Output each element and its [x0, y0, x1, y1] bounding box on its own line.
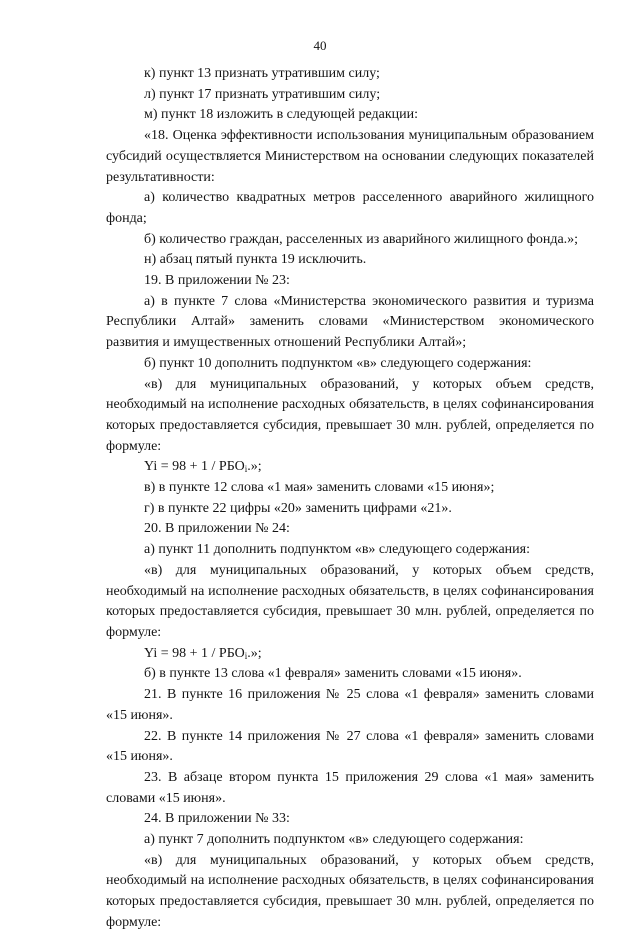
formula-main: Yi = 98 + 1 / РБО: [144, 645, 245, 661]
paragraph: «в) для муниципальных образований, у которых объем средств, необходимый на исполнение расходных обязательств, в целях софинансирования которых предоставляется субсидия, превышает 30 млн. рублей, определяется по формуле:: [106, 562, 594, 640]
formula: [106, 644, 594, 665]
paragraph: а) пункт 11 дополнить подпунктом «в» следующего содержания:: [144, 542, 530, 558]
paragraph: 20. В приложении № 24:: [144, 521, 290, 537]
paragraph: 22. В пункте 14 приложения № 27 слова «1 февраля» заменить словами «15 июня».: [106, 728, 594, 765]
paragraph: г) в пункте 22 цифры «20» заменить цифрами «21».: [144, 500, 452, 516]
paragraph: а) количество квадратных метров расселенного аварийного жилищного фонда;: [106, 190, 594, 226]
paragraph: «в) для муниципальных образований, у которых объем средств, необходимый на исполнение расходных обязательств, в целях софинансирования которых предоставляется субсидия, превышает 30 млн. рублей, определяется по формуле:: [106, 376, 594, 454]
paragraph: л) пункт 17 признать утратившим силу;: [144, 86, 381, 102]
paragraph: б) в пункте 13 слова «1 февраля» заменить словами «15 июня».: [144, 666, 522, 682]
formula-subscript: i: [244, 464, 248, 475]
page-number: 40: [313, 38, 327, 53]
formula-main: Yi = 98 + 1 / РБО: [144, 459, 245, 475]
paragraph: 21. В пункте 16 приложения № 25 слова «1 февраля» заменить словами «15 июня».: [106, 687, 594, 723]
paragraph: «18. Оценка эффективности использования муниципальным образованием субсидий осуществляется Министерством на основании следующих показателей результативности:: [106, 128, 594, 185]
paragraph: м) пункт 18 изложить в следующей редакции:: [144, 107, 419, 123]
paragraph: б) количество граждан, расселенных из аварийного жилищного фонда.»;: [144, 231, 579, 247]
paragraph: в) в пункте 12 слова «1 мая» заменить словами «15 июня»;: [144, 480, 495, 496]
paragraph: «в) для муниципальных образований, у которых объем средств, необходимый на исполнение расходных обязательств, в целях софинансирования которых предоставляется субсидия, превышает 30 млн. рублей, определяется по формуле:: [106, 852, 594, 930]
paragraph: а) пункт 7 дополнить подпунктом «в» следующего содержания:: [144, 832, 524, 848]
paragraph: а) в пункте 7 слова «Министерства экономического развития и туризма Республики Алтай» заменить словами «Министерством экономического развития и имущественных отношений Республики Алтай»;: [106, 293, 594, 351]
formula-tail: .»;: [247, 645, 262, 661]
formula-tail: .»;: [247, 459, 262, 475]
document-body: [106, 64, 594, 934]
formula: [106, 457, 594, 478]
paragraph: 23. В абзаце втором пункта 15 приложения 29 слова «1 мая» заменить словами «15 июня».: [106, 769, 594, 806]
paragraph: к) пункт 13 признать утратившим силу;: [144, 66, 380, 81]
paragraph: 24. В приложении № 33:: [144, 811, 290, 827]
paragraph: 19. В приложении № 23:: [144, 273, 290, 289]
paragraph: б) пункт 10 дополнить подпунктом «в» следующего содержания:: [144, 355, 532, 371]
formula-subscript: i: [244, 650, 248, 661]
paragraph: н) абзац пятый пункта 19 исключить.: [144, 252, 367, 268]
